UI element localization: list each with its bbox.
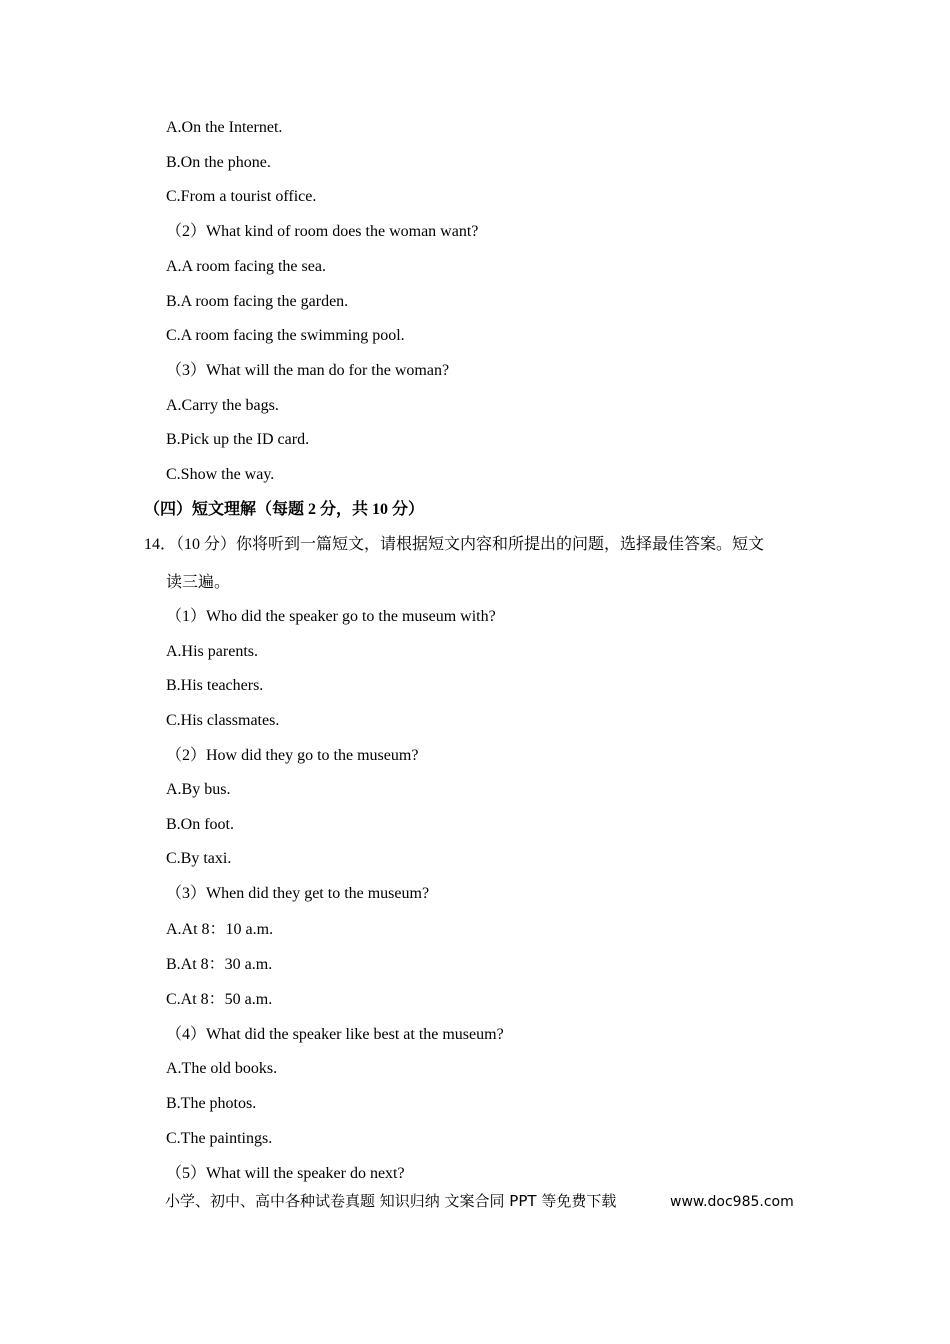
option-a: A.On the Internet. — [166, 119, 283, 136]
option-c: C.Show the way. — [166, 466, 275, 483]
option-b: B.At 8：30 a.m. — [166, 956, 273, 973]
option-b: B.On foot. — [166, 816, 234, 833]
question-text: （4）What did the speaker like best at the museum? — [166, 1026, 504, 1043]
option-b: B.Pick up the ID card. — [166, 431, 310, 448]
option-a: A.His parents. — [166, 643, 258, 660]
option-c: C.By taxi. — [166, 850, 232, 867]
option-b: B.A room facing the garden. — [166, 293, 349, 310]
option-b: B.On the phone. — [166, 154, 271, 171]
option-c: C.At 8：50 a.m. — [166, 991, 273, 1008]
option-b: B.The photos. — [166, 1095, 257, 1112]
section-heading: （四）短文理解（每题 2 分，共 10 分） — [144, 501, 425, 518]
question-text: （2）What kind of room does the woman want? — [166, 223, 479, 240]
footer-text: 小学、初中、高中各种试卷真题 知识归纳 文案合同 PPT 等免费下载 — [165, 1192, 617, 1210]
question-text: （3）When did they get to the museum? — [166, 885, 430, 902]
option-a: A.Carry the bags. — [166, 397, 279, 414]
option-a: A.By bus. — [166, 781, 231, 798]
option-a: A.The old books. — [166, 1060, 278, 1077]
option-c: C.His classmates. — [166, 712, 280, 729]
option-a: A.At 8：10 a.m. — [166, 921, 274, 938]
question-intro: 14．（10 分）你将听到一篇短文，请根据短文内容和所提出的问题，选择最佳答案。短文 — [144, 536, 765, 553]
option-b: B.His teachers. — [166, 677, 264, 694]
option-c: C.A room facing the swimming pool. — [166, 327, 405, 344]
question-intro-continued: 读三遍。 — [166, 574, 231, 591]
question-text: （3）What will the man do for the woman? — [166, 362, 450, 379]
question-text: （1）Who did the speaker go to the museum with? — [166, 608, 496, 625]
question-text: （2）How did they go to the museum? — [166, 747, 419, 764]
option-a: A.A room facing the sea. — [166, 258, 326, 275]
option-c: C.The paintings. — [166, 1130, 273, 1147]
question-text: （5）What will the speaker do next? — [166, 1165, 405, 1182]
footer-url: www.doc985.com — [670, 1194, 794, 1210]
option-c: C.From a tourist office. — [166, 188, 317, 205]
